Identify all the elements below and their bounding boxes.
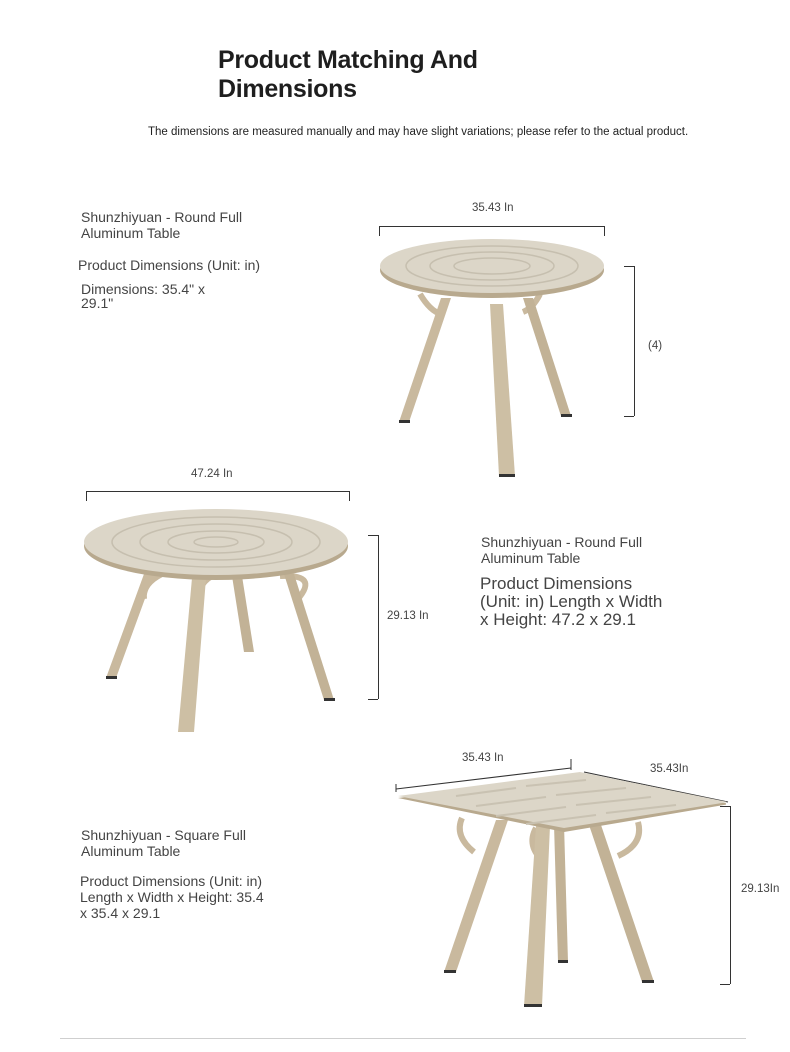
product-2-height-label: 29.13 In — [387, 610, 429, 622]
table-top — [380, 239, 604, 293]
leg-foot — [324, 698, 335, 701]
product-1-height-label: (4) — [648, 340, 663, 352]
round-table-large-image — [82, 504, 357, 736]
leg-foot — [524, 1004, 542, 1007]
product-1-width-label: 35.43 In — [472, 202, 514, 214]
product-1-height-tick-bottom — [624, 416, 634, 417]
leg-foot — [561, 414, 572, 417]
product-3-height-label: 29.13In — [741, 883, 780, 895]
square-table-image — [396, 770, 726, 1010]
disclaimer-text: The dimensions are measured manually and may have slight variations; please refer to the actual product. — [148, 126, 689, 138]
round-table-small-image — [375, 236, 610, 481]
product-1-dimensions-text: Dimensions: 35.4" x 29.1" — [81, 281, 206, 311]
page-title: Product Matching And Dimensions — [218, 46, 478, 103]
table-leg — [178, 578, 206, 732]
product-2-width-label: 47.24 In — [191, 468, 233, 480]
product-2-height-tick-bottom — [368, 699, 378, 700]
leg-foot — [499, 474, 515, 477]
bottom-divider — [60, 1038, 746, 1039]
leg-foot — [642, 980, 654, 983]
table-leg — [399, 298, 451, 422]
product-2-width-tick-left — [86, 491, 87, 501]
product-3-height-line — [730, 806, 731, 984]
table-top — [84, 509, 348, 575]
leg-brace-arc — [460, 818, 474, 852]
table-leg — [444, 820, 508, 972]
leg-foot — [106, 676, 117, 679]
product-2-dimensions-text: Product Dimensions (Unit: in) Length x Width x Height: 47.2 x 29.1 — [480, 574, 663, 629]
table-leg — [232, 576, 254, 652]
product-3-name: Shunzhiyuan - Square Full Aluminum Table — [81, 827, 246, 859]
product-1-dimensions-title: Product Dimensions (Unit: in) — [78, 257, 261, 273]
table-leg — [588, 822, 654, 982]
product-1-height-line — [634, 266, 635, 416]
table-leg — [554, 824, 568, 962]
leg-foot — [399, 420, 410, 423]
product-2-height-tick-top — [368, 535, 378, 536]
product-1-height-tick-top — [624, 266, 634, 267]
table-leg — [523, 298, 571, 416]
leg-brace-arc — [618, 822, 639, 856]
table-leg — [524, 826, 550, 1006]
product-1-width-line — [379, 226, 605, 227]
product-2-width-line — [86, 491, 350, 492]
table-leg — [106, 574, 154, 678]
table-leg — [490, 304, 515, 476]
product-2-name: Shunzhiyuan - Round Full Aluminum Table — [481, 534, 643, 566]
product-3-width-label: 35.43In — [650, 763, 689, 775]
product-1-width-tick-left — [379, 226, 380, 236]
product-2-width-tick-right — [349, 491, 350, 501]
product-1-width-tick-right — [604, 226, 605, 236]
product-3-length-label: 35.43 In — [462, 752, 504, 764]
product-2-height-line — [378, 535, 379, 699]
product-1-name: Shunzhiyuan - Round Full Aluminum Table — [81, 209, 243, 241]
product-3-dimensions-text: Product Dimensions (Unit: in) Length x Width x Height: 35.4 x 35.4 x 29.1 — [80, 873, 264, 921]
leg-foot — [558, 960, 568, 963]
leg-foot — [444, 970, 456, 973]
table-leg — [284, 574, 334, 700]
